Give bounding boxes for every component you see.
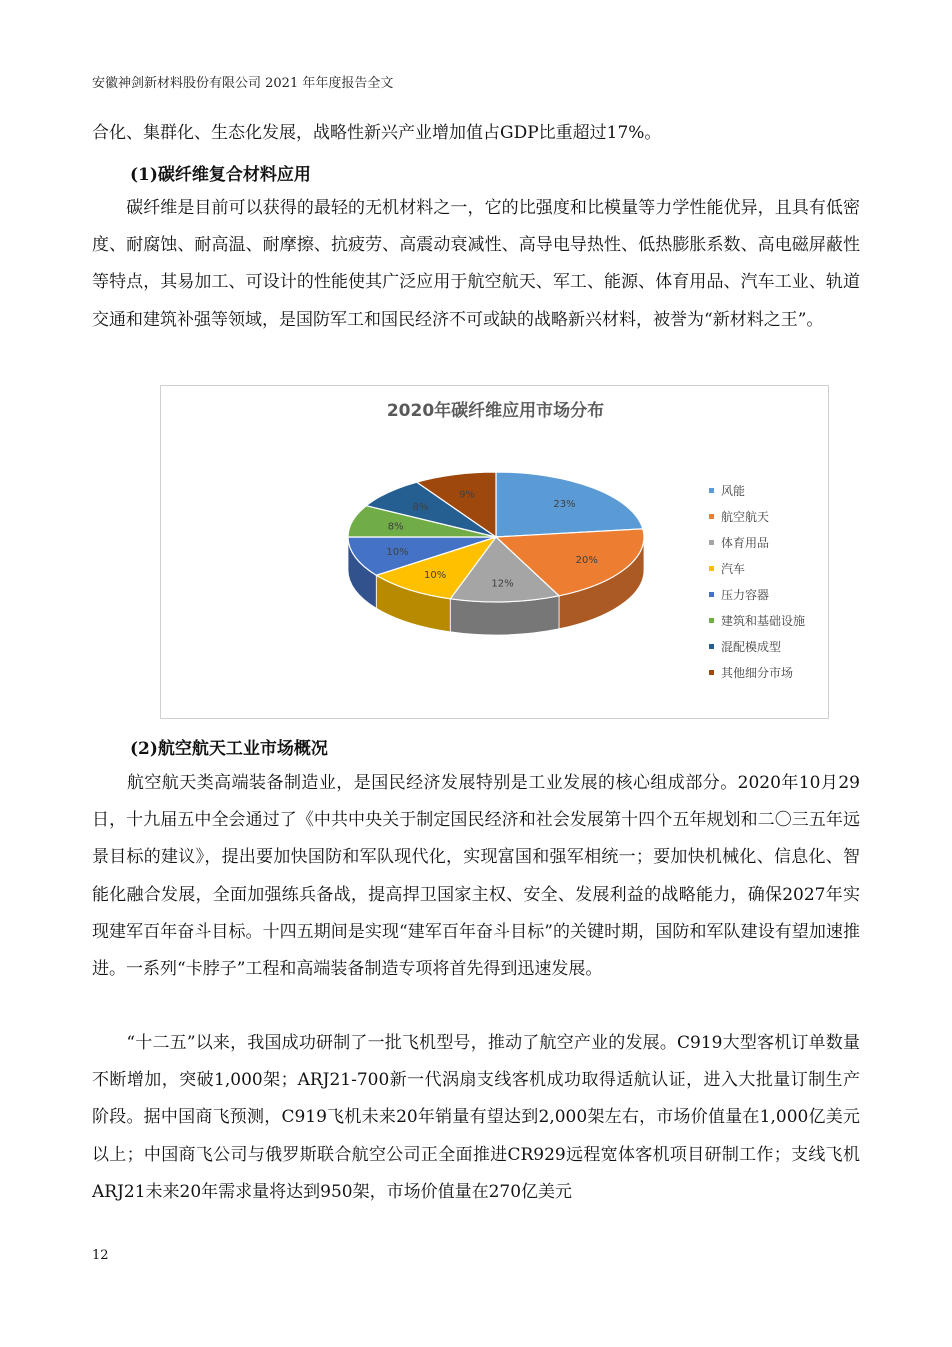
legend-item <box>709 529 805 555</box>
legend-item <box>709 607 805 633</box>
legend-label: 压力容器 <box>721 587 770 602</box>
legend-swatch <box>709 566 714 571</box>
legend-swatch <box>709 618 714 623</box>
chart-title: 2020年碳纤维应用市场分布 <box>386 401 605 421</box>
pie-data-label-1: 20% <box>575 554 598 566</box>
pie-data-label-4: 10% <box>386 547 409 559</box>
section-heading-carbon-fiber: (1)碳纤维复合材料应用 <box>130 165 311 185</box>
pie-data-label-0: 23% <box>553 498 576 510</box>
chart-frame <box>160 385 829 719</box>
legend-item <box>709 581 805 607</box>
legend-item <box>709 633 805 659</box>
pie-data-label-2: 12% <box>491 578 514 590</box>
legend-label: 体育用品 <box>721 535 770 550</box>
legend-swatch <box>709 514 714 519</box>
legend-swatch <box>709 670 714 675</box>
legend-swatch <box>709 592 714 597</box>
pie-data-label-5: 8% <box>387 521 404 533</box>
legend-item <box>709 503 805 529</box>
paragraph-aircraft: “十二五”以来，我国成功研制了一批飞机型号，推动了航空产业的发展。C919大型客机订单数量不断增加，突破1,000架；ARJ21-700新一代涡扇支线客机成功取得适航认证，进入大批量订制生产阶段。据中国商飞预测，C919飞机未来20年销量有望达到2,000架左右，市场价值量在1,000亿美元以上；中国商飞公司与俄罗斯联合航空公司正全面推进CR929远程宽体客机项目研制工作；支线飞机ARJ21未来20年需求量将达到950架，市场价值量在270亿美元 <box>92 1033 860 1202</box>
pie-data-label-7: 9% <box>459 489 476 501</box>
pie-data-label-3: 10% <box>423 569 447 581</box>
legend-item <box>709 659 805 685</box>
legend-item <box>709 555 805 581</box>
pie-data-label-6: 8% <box>412 501 429 513</box>
page-header: 安徽神剑新材料股份有限公司 2021 年年度报告全文 <box>92 76 394 91</box>
legend-label: 其他细分市场 <box>721 665 794 680</box>
paragraph-intro: 合化、集群化、生态化发展，战略性新兴产业增加值占GDP比重超过17%。 <box>92 123 662 143</box>
legend-label: 混配模成型 <box>721 639 782 654</box>
legend-label: 航空航天 <box>721 509 770 524</box>
legend-label: 建筑和基础设施 <box>721 613 806 628</box>
section-heading-aerospace: (2)航空航天工业市场概况 <box>130 739 328 759</box>
legend-item <box>709 477 805 503</box>
legend-label: 汽车 <box>721 561 746 576</box>
paragraph-aerospace: 航空航天类高端装备制造业，是国民经济发展特别是工业发展的核心组成部分。2020年10月29日，十九届五中全会通过了《中共中央关于制定国民经济和社会发展第十四个五年规划和二〇三五年远景目标的建议》，提出要加快国防和军队现代化，实现富国和强军相统一；要加快机械化、信息化、智能化融合发展，全面加强练兵备战，提高捍卫国家主权、安全、发展利益的战略能力，确保2027年实现建军百年奋斗目标。十四五期间是实现“建军百年奋斗目标”的关键时期，国防和军队建设有望加速推进。一系列“卡脖子”工程和高端装备制造专项将首先得到迅速发展。 <box>92 773 860 980</box>
paragraph-carbon-fiber: 碳纤维是目前可以获得的最轻的无机材料之一，它的比强度和比模量等力学性能优异，且具有低密度、耐腐蚀、耐高温、耐摩擦、抗疲劳、高震动衰减性、高导电导热性、低热膨胀系数、高电磁屏蔽性等特点，其易加工、可设计的性能使其广泛应用于航空航天、军工、能源、体育用品、汽车工业、轨道交通和建筑补强等领域，是国防军工和国民经济不可或缺的战略新兴材料，被誉为“新材料之王”。 <box>92 198 860 330</box>
chart-legend <box>709 477 805 685</box>
legend-swatch <box>709 488 714 493</box>
page-number: 12 <box>92 1248 109 1263</box>
legend-swatch <box>709 540 714 545</box>
legend-swatch <box>709 644 714 649</box>
legend-label: 风能 <box>721 483 746 498</box>
